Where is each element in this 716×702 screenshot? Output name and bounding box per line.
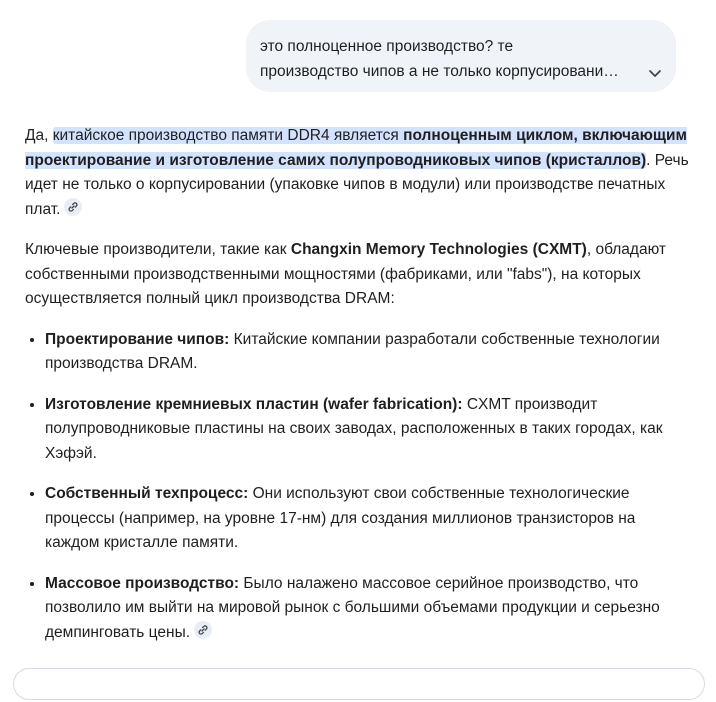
bullet-text: Они используют свои собственные технологические процессы (например, на уровне 17-нм) для создания миллионов транзисторов на каждом кристалле памяти. <box>45 485 636 551</box>
answer-p2-pre: Ключевые производители, такие как <box>25 241 291 258</box>
list-item <box>45 482 691 556</box>
bullet-title: Собственный техпроцесс: <box>45 485 249 502</box>
list-item <box>45 572 691 646</box>
highlighted-bold-text: полноценным циклом, включающим проектирование и изготовление самих полупроводниковых чипов (кристаллов) <box>25 127 687 169</box>
list-item <box>45 393 691 467</box>
answer-p2-post: , обладают собственными производственными мощностями (фабриками, или "fabs"), на которых осуществляется полный цикл производства DRAM: <box>25 241 666 307</box>
bullet-text: Было налажено массовое серийное производство, что позволило им выйти на мировой рынок с большими объемами продукции и серьезно демпинговать цены. <box>45 574 660 641</box>
bullet-title: Изготовление кремниевых пластин (wafer fabrication): <box>45 395 463 413</box>
prompt-input-box[interactable] <box>13 668 705 700</box>
answer-p1-rest: . Речь идет не только о корпусировании (упаковке чипов в модули) или производстве печатных плат. <box>25 151 689 218</box>
answer-paragraph-2 <box>25 238 691 312</box>
highlighted-text <box>25 127 687 169</box>
answer-lead-text: Да, <box>25 127 53 144</box>
answer-paragraph-1 <box>25 124 691 222</box>
highlighted-plain-text: китайское производство памяти DDR4 является <box>52 127 404 144</box>
assistant-answer <box>25 124 691 702</box>
chevron-down-icon[interactable] <box>646 64 664 82</box>
user-message-line-1: это полноценное производство? те <box>260 38 514 55</box>
bullet-title: Массовое производство: <box>45 574 240 592</box>
bullet-title: Проектирование чипов: <box>45 330 230 348</box>
list-item <box>45 328 691 377</box>
answer-p2-bold: Changxin Memory Technologies (CXMT) <box>290 241 587 258</box>
user-message-bubble <box>246 20 676 92</box>
link-icon[interactable] <box>64 198 82 216</box>
link-icon[interactable] <box>194 621 212 639</box>
bullet-text: CXMT производит полупроводниковые пластины на своих заводах, расположенных в таких городах, как Хэфэй. <box>45 395 663 462</box>
user-message-line-2: производство чипов а не только корпусировани… <box>260 63 619 80</box>
bullet-text: Китайские компании разработали собственные технологии производства DRAM. <box>45 330 660 372</box>
bullet-list <box>25 328 691 646</box>
